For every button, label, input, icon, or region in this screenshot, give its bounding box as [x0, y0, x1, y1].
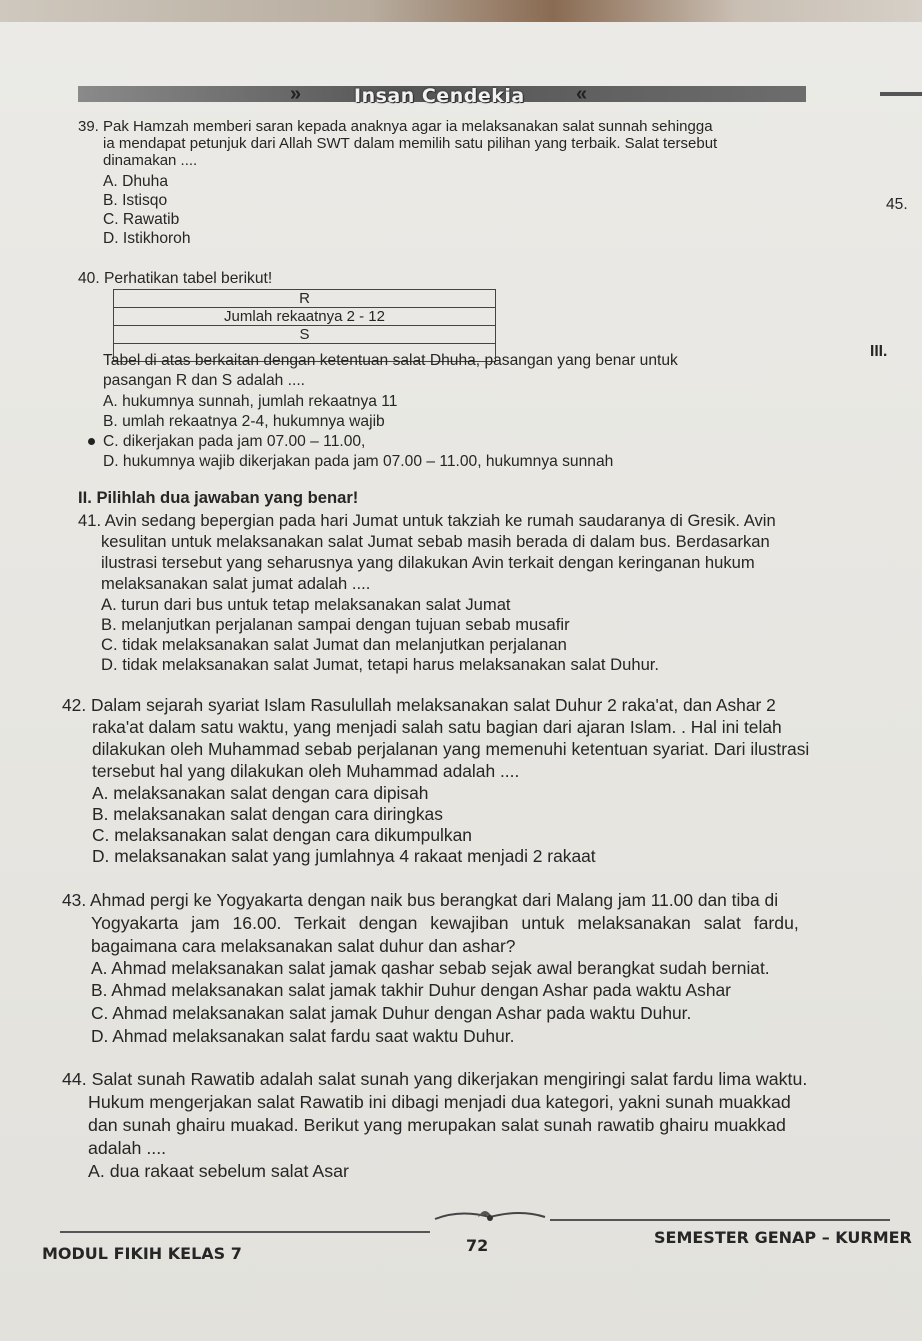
q40-option-b: B. umlah rekaatnya 2-4, hukumnya wajib: [103, 413, 385, 430]
q44-line1: 44. Salat sunah Rawatib adalah salat sunah yang dikerjakan mengiringi salat fardu lima waktu.: [62, 1069, 808, 1089]
q42-option-d: D. melaksanakan salat yang jumlahnya 4 rakaat menjadi 2 rakaat: [92, 846, 596, 866]
q43-line1: 43. Ahmad pergi ke Yogyakarta dengan naik bus berangkat dari Malang jam 11.00 dan tiba di: [62, 890, 779, 910]
footer-rule-left: [60, 1231, 430, 1233]
q41-line4: melaksanakan salat jumat adalah ....: [101, 574, 371, 593]
q39-stem-line3: dinamakan ....: [103, 152, 198, 169]
q40-after-line2: pasangan R dan S adalah ....: [103, 372, 306, 389]
q43-option-d: D. Ahmad melaksanakan salat fardu saat waktu Duhur.: [91, 1026, 515, 1046]
q43-option-c: C. Ahmad melaksanakan salat jamak Duhur dengan Ashar pada waktu Duhur.: [91, 1003, 692, 1023]
header-arrows-right: «: [576, 83, 588, 105]
answer-mark-dot: [88, 438, 95, 445]
q43-line2: Yogyakarta jam 16.00. Terkait dengan kewajiban untuk melaksanakan salat fardu,: [91, 913, 799, 933]
q44-option-a: A. dua rakaat sebelum salat Asar: [88, 1161, 349, 1181]
q42-line2: raka'at dalam satu waktu, yang menjadi salah satu bagian dari ajaran Islam. . Hal ini telah: [92, 717, 782, 737]
q39-stem-line1: 39. Pak Hamzah memberi saran kepada anaknya agar ia melaksanakan salat sunnah sehingga: [78, 118, 713, 135]
q40-option-d: D. hukumnya wajib dikerjakan pada jam 07.00 – 11.00, hukumnya sunnah: [103, 453, 614, 470]
footer-rule-right: [550, 1219, 890, 1221]
margin-note-roman: III.: [870, 343, 888, 360]
table-cell-jumlah: Jumlah rekaatnya 2 - 12: [114, 308, 496, 326]
q41-line1: 41. Avin sedang bepergian pada hari Jumat untuk takziah ke rumah saudaranya di Gresik. Avin: [78, 511, 776, 530]
footer-module-title: MODUL FIKIH KELAS 7: [42, 1244, 242, 1263]
q40-stem: 40. Perhatikan tabel berikut!: [78, 270, 273, 287]
q42-option-b: B. melaksanakan salat dengan cara diringkas: [92, 804, 443, 824]
table-cell-r: R: [114, 290, 496, 308]
header-arrows-left: »: [290, 83, 302, 105]
q42-line1: 42. Dalam sejarah syariat Islam Rasulullah melaksanakan salat Duhur 2 raka'at, dan Ashar 2: [62, 695, 776, 715]
q44-line4: adalah ....: [88, 1138, 167, 1158]
q42-option-a: A. melaksanakan salat dengan cara dipisah: [92, 783, 429, 803]
table-cell-s: S: [114, 326, 496, 344]
q41-option-b: B. melanjutkan perjalanan sampai dengan tujuan sebab musafir: [101, 615, 570, 634]
q39-option-b: B. Istisqo: [103, 192, 168, 209]
q40-option-a: A. hukumnya sunnah, jumlah rekaatnya 11: [103, 393, 398, 410]
q41-line3: ilustrasi tersebut yang seharusnya yang dilakukan Avin terkait dengan keringanan hukum: [101, 553, 755, 572]
margin-note-45: 45.: [886, 196, 908, 213]
q44-line3: dan sunah ghairu muakad. Berikut yang merupakan salat sunah rawatib ghairu muakkad: [88, 1115, 786, 1135]
q42-line3: dilakukan oleh Muhammad sebab perjalanan yang memenuhi ketentuan syariat. Dari ilustrasi: [92, 739, 810, 759]
footer-semester: SEMESTER GENAP – KURMER: [654, 1228, 912, 1247]
q40-option-c: C. dikerjakan pada jam 07.00 – 11.00,: [103, 433, 366, 450]
q41-option-a: A. turun dari bus untuk tetap melaksanakan salat Jumat: [101, 595, 511, 614]
footer-page-number: 72: [466, 1236, 489, 1255]
q39-option-d: D. Istikhoroh: [103, 230, 191, 247]
q43-option-b: B. Ahmad melaksanakan salat jamak takhir Duhur dengan Ashar pada waktu Ashar: [91, 980, 731, 1000]
q40-after-line1: Tabel di atas berkaitan dengan ketentuan salat Dhuha, pasangan yang benar untuk: [103, 352, 678, 369]
q41-option-d: D. tidak melaksanakan salat Jumat, tetapi harus melaksanakan salat Duhur.: [101, 655, 660, 674]
q39-option-a: A. Dhuha: [103, 173, 169, 190]
q41-line2: kesulitan untuk melaksanakan salat Jumat sebab masih berada di dalam bus. Berdasarkan: [101, 532, 770, 551]
q43-line3: bagaimana cara melaksanakan salat duhur dan ashar?: [91, 936, 516, 956]
q39-option-c: C. Rawatib: [103, 211, 180, 228]
footer-ornament: [430, 1205, 550, 1227]
header-title: Insan Cendekia: [354, 85, 525, 107]
q41-option-c: C. tidak melaksanakan salat Jumat dan melanjutkan perjalanan: [101, 635, 567, 654]
q42-line4: tersebut hal yang dilakukan oleh Muhammad adalah ....: [92, 761, 520, 781]
header-bar-right-fragment: [880, 92, 922, 96]
q42-option-c: C. melaksanakan salat dengan cara dikumpulkan: [92, 825, 472, 845]
q43-option-a: A. Ahmad melaksanakan salat jamak qashar sebab sejak awal berangkat sudah berniat.: [91, 958, 770, 978]
q44-line2: Hukum mengerjakan salat Rawatib ini dibagi menjadi dua kategori, yakni sunah muakkad: [88, 1092, 791, 1112]
q39-stem-line2: ia mendapat petunjuk dari Allah SWT dalam memilih satu pilihan yang terbaik. Salat tersebut: [103, 135, 718, 152]
section2-title: II. Pilihlah dua jawaban yang benar!: [78, 488, 359, 507]
